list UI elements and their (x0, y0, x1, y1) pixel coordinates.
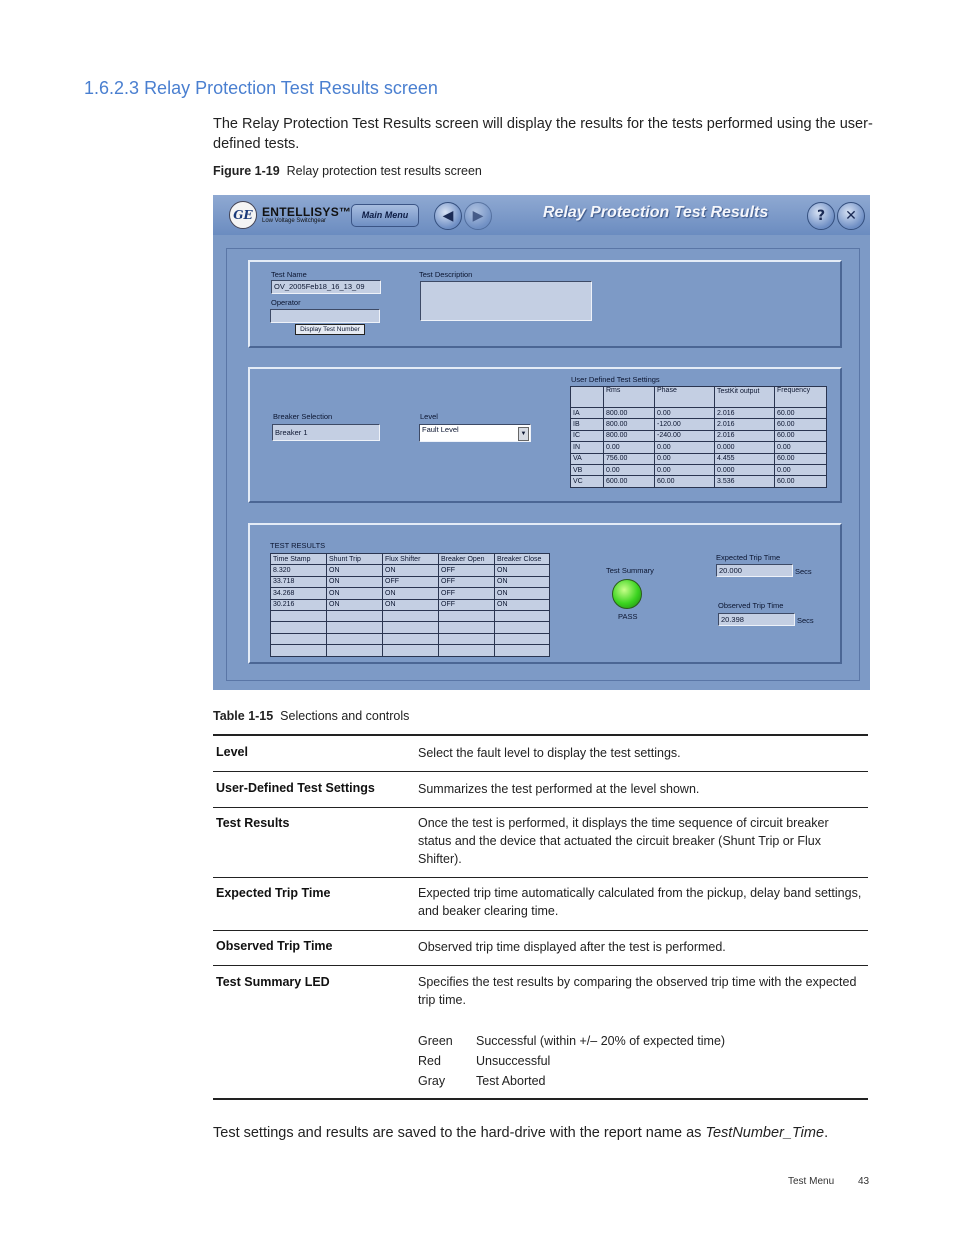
back-arrow-icon[interactable]: ◀ (434, 202, 462, 230)
settings-row (571, 453, 827, 464)
level-label: Level (420, 412, 438, 421)
settings-cell: 2.016 (715, 408, 775, 419)
results-cell: OFF (439, 599, 495, 610)
test-summary-value: PASS (618, 612, 638, 621)
table-row (213, 966, 868, 1098)
settings-header-cell (571, 387, 604, 408)
results-title: TEST RESULTS (270, 541, 326, 550)
settings-cell: 60.00 (775, 430, 827, 441)
settings-row (571, 476, 827, 487)
results-cell: OFF (439, 576, 495, 587)
settings-header-cell: Phase (655, 387, 715, 408)
settings-cell: IN (571, 442, 604, 453)
row-value: Summarizes the test performed at the level shown. (418, 782, 700, 796)
settings-cell: 0.00 (775, 464, 827, 475)
expected-trip-time-label: Expected Trip Time (716, 553, 781, 562)
level-dropdown[interactable] (419, 424, 531, 442)
report-name: TestNumber_Time (705, 1125, 825, 1141)
results-header-cell: Breaker Open (439, 554, 495, 565)
settings-cell: VA (571, 453, 604, 464)
operator-label: Operator (271, 298, 301, 307)
row-value (418, 973, 863, 1091)
results-cell: OFF (439, 588, 495, 599)
results-cell: 30.216 (271, 599, 327, 610)
expected-secs-label: Secs (795, 567, 812, 576)
results-header-row (271, 554, 550, 565)
results-cell (495, 633, 550, 644)
closing-end: . (824, 1125, 829, 1141)
results-cell: OFF (383, 576, 439, 587)
settings-row (571, 430, 827, 441)
figure-caption (213, 164, 482, 178)
level-dropdown-value: Fault Level (422, 425, 459, 434)
main-menu-button[interactable]: Main Menu (351, 204, 419, 227)
results-cell: ON (495, 588, 550, 599)
results-cell (495, 610, 550, 621)
results-cell: ON (495, 576, 550, 587)
led-state-item (418, 1051, 863, 1071)
breaker-selection-label: Breaker Selection (273, 412, 333, 421)
led-state-item (418, 1071, 863, 1091)
display-test-number-button[interactable]: Display Test Number (295, 324, 365, 335)
table-row (213, 772, 868, 808)
settings-cell: 60.00 (775, 476, 827, 487)
brand-subtitle: Low Voltage Switchgear (262, 218, 327, 224)
row-key: Expected Trip Time (216, 886, 331, 900)
results-cell (439, 633, 495, 644)
settings-cell: VB (571, 464, 604, 475)
led-state-color: Red (418, 1054, 441, 1068)
results-row (271, 599, 550, 610)
results-cell (383, 633, 439, 644)
forward-arrow-icon[interactable]: ▶ (464, 202, 492, 230)
table-label: Table 1-15 (213, 709, 274, 723)
results-cell (495, 622, 550, 633)
ge-logo-icon: GE (229, 201, 257, 229)
results-cell: ON (327, 576, 383, 587)
table-row (213, 878, 868, 931)
settings-cell: 800.00 (604, 408, 655, 419)
results-table (270, 553, 550, 657)
settings-cell: VC (571, 476, 604, 487)
test-summary-label: Test Summary (606, 566, 654, 575)
settings-cell: 60.00 (775, 419, 827, 430)
page-number: 43 (858, 1176, 870, 1187)
results-cell: OFF (439, 565, 495, 576)
settings-header-cell: Frequency (775, 387, 827, 408)
settings-row (571, 464, 827, 475)
results-cell: ON (327, 565, 383, 576)
results-row (271, 622, 550, 633)
section-title (84, 78, 438, 99)
settings-cell: 3.536 (715, 476, 775, 487)
results-cell (327, 645, 383, 656)
settings-cell: 800.00 (604, 430, 655, 441)
results-cell: 34.268 (271, 588, 327, 599)
operator-field[interactable] (270, 309, 380, 323)
settings-header-cell: Rms (604, 387, 655, 408)
section-title-text: Relay Protection Test Results screen (144, 78, 438, 98)
results-row (271, 588, 550, 599)
settings-header-cell: TestKit output (715, 387, 775, 408)
help-icon[interactable]: ? (807, 202, 835, 230)
led-state-list (418, 1031, 863, 1091)
row-value: Expected trip time automatically calculated from the pickup, delay band settings, and beaker clearing time. (418, 886, 862, 918)
row-key: User-Defined Test Settings (216, 781, 375, 795)
settings-cell: 2.016 (715, 419, 775, 430)
led-state-meaning: Test Aborted (476, 1074, 546, 1088)
table-row (213, 808, 868, 878)
table-caption-text: Selections and controls (280, 709, 410, 723)
led-state-color: Gray (418, 1074, 446, 1088)
observed-trip-time-label: Observed Trip Time (718, 601, 784, 610)
settings-cell: 0.00 (604, 442, 655, 453)
test-summary-led-icon (612, 579, 642, 609)
selections-table (213, 734, 868, 1100)
results-cell (327, 622, 383, 633)
row-key: Test Results (216, 816, 290, 830)
results-header-cell: Breaker Close (495, 554, 550, 565)
relay-results-screenshot (213, 195, 870, 690)
figure-label: Figure 1-19 (213, 164, 280, 178)
row-key: Observed Trip Time (216, 939, 333, 953)
row-value: Observed trip time displayed after the test is performed. (418, 940, 726, 954)
test-name-field[interactable]: OV_2005Feb18_16_13_09 (271, 280, 381, 294)
settings-title: User Defined Test Settings (571, 375, 660, 384)
results-row (271, 633, 550, 644)
settings-cell: 0.000 (715, 442, 775, 453)
results-cell: ON (383, 588, 439, 599)
results-cell: ON (383, 565, 439, 576)
observed-secs-label: Secs (797, 616, 814, 625)
results-cell: ON (495, 565, 550, 576)
settings-cell: 0.00 (655, 442, 715, 453)
settings-row (571, 419, 827, 430)
settings-cell: IB (571, 419, 604, 430)
settings-cell: 756.00 (604, 453, 655, 464)
results-row (271, 576, 550, 587)
settings-cell: 0.00 (604, 464, 655, 475)
observed-trip-time-field: 20.398 (718, 613, 795, 626)
results-row (271, 565, 550, 576)
close-icon[interactable]: ✕ (837, 202, 865, 230)
results-cell (383, 610, 439, 621)
row-value: Once the test is performed, it displays the time sequence of circuit breaker status and the device that actuated the circuit breaker (Shunt Trip or Flux Shifter). (418, 816, 829, 866)
closing-paragraph (213, 1125, 828, 1141)
results-header-cell: Time Stamp (271, 554, 327, 565)
row-key: Test Summary LED (216, 975, 330, 989)
results-row (271, 610, 550, 621)
led-state-meaning: Successful (within +/– 20% of expected time) (476, 1034, 726, 1048)
brand-name: ENTELLISYS™ (262, 205, 352, 219)
settings-row (571, 442, 827, 453)
settings-cell: 60.00 (775, 453, 827, 464)
results-cell: ON (327, 599, 383, 610)
table-caption (213, 709, 409, 723)
results-cell (383, 645, 439, 656)
settings-cell: -120.00 (655, 419, 715, 430)
footer-section: Test Menu (788, 1176, 835, 1187)
led-state-color: Green (418, 1034, 453, 1048)
settings-row (571, 408, 827, 419)
results-header-cell: Flux Shifter (383, 554, 439, 565)
table-row (213, 736, 868, 772)
test-description-label: Test Description (419, 270, 473, 279)
settings-header-row (571, 387, 827, 408)
results-cell: ON (495, 599, 550, 610)
results-cell (271, 622, 327, 633)
settings-cell: 0.00 (775, 442, 827, 453)
settings-cell: 0.00 (655, 408, 715, 419)
expected-trip-time-field: 20.000 (716, 564, 793, 577)
intro-paragraph: The Relay Protection Test Results screen will display the results for the tests performed using the user-defined tests. (213, 116, 873, 152)
settings-cell: IC (571, 430, 604, 441)
results-header-cell: Shunt Trip (327, 554, 383, 565)
results-cell (439, 622, 495, 633)
section-number: 1.6.2.3 (84, 78, 140, 98)
results-cell: ON (327, 588, 383, 599)
test-description-field[interactable] (420, 281, 592, 321)
settings-cell: 800.00 (604, 419, 655, 430)
led-state-item (418, 1031, 863, 1051)
settings-cell: 4.455 (715, 453, 775, 464)
results-cell: ON (383, 599, 439, 610)
results-cell: 33.718 (271, 576, 327, 587)
results-row (271, 645, 550, 656)
results-cell (439, 610, 495, 621)
figure-caption-text: Relay protection test results screen (286, 164, 482, 178)
results-cell (383, 622, 439, 633)
closing-text: Test settings and results are saved to the hard-drive with the report name as (213, 1125, 706, 1141)
settings-cell: 600.00 (604, 476, 655, 487)
screen-title: Relay Protection Test Results (543, 204, 769, 221)
results-cell (495, 645, 550, 656)
results-cell: 8.320 (271, 565, 327, 576)
settings-cell: 0.00 (655, 464, 715, 475)
row-value: Select the fault level to display the test settings. (418, 746, 681, 760)
test-name-label: Test Name (271, 270, 307, 279)
settings-cell: 2.016 (715, 430, 775, 441)
results-cell (327, 633, 383, 644)
results-cell (271, 610, 327, 621)
settings-cell: 0.00 (655, 453, 715, 464)
breaker-selection-field[interactable]: Breaker 1 (272, 424, 380, 441)
settings-cell: IA (571, 408, 604, 419)
row-key: Level (216, 745, 248, 759)
chevron-down-icon[interactable]: ▼ (518, 427, 529, 441)
settings-cell: 60.00 (775, 408, 827, 419)
results-cell (271, 645, 327, 656)
results-cell (327, 610, 383, 621)
table-row (213, 931, 868, 966)
settings-table (570, 386, 827, 488)
settings-cell: 0.000 (715, 464, 775, 475)
results-cell (271, 633, 327, 644)
results-cell (439, 645, 495, 656)
settings-cell: 60.00 (655, 476, 715, 487)
settings-cell: -240.00 (655, 430, 715, 441)
led-state-meaning: Unsuccessful (476, 1054, 551, 1068)
row-value-text: Specifies the test results by comparing the observed trip time with the expected trip time. (418, 975, 857, 1007)
